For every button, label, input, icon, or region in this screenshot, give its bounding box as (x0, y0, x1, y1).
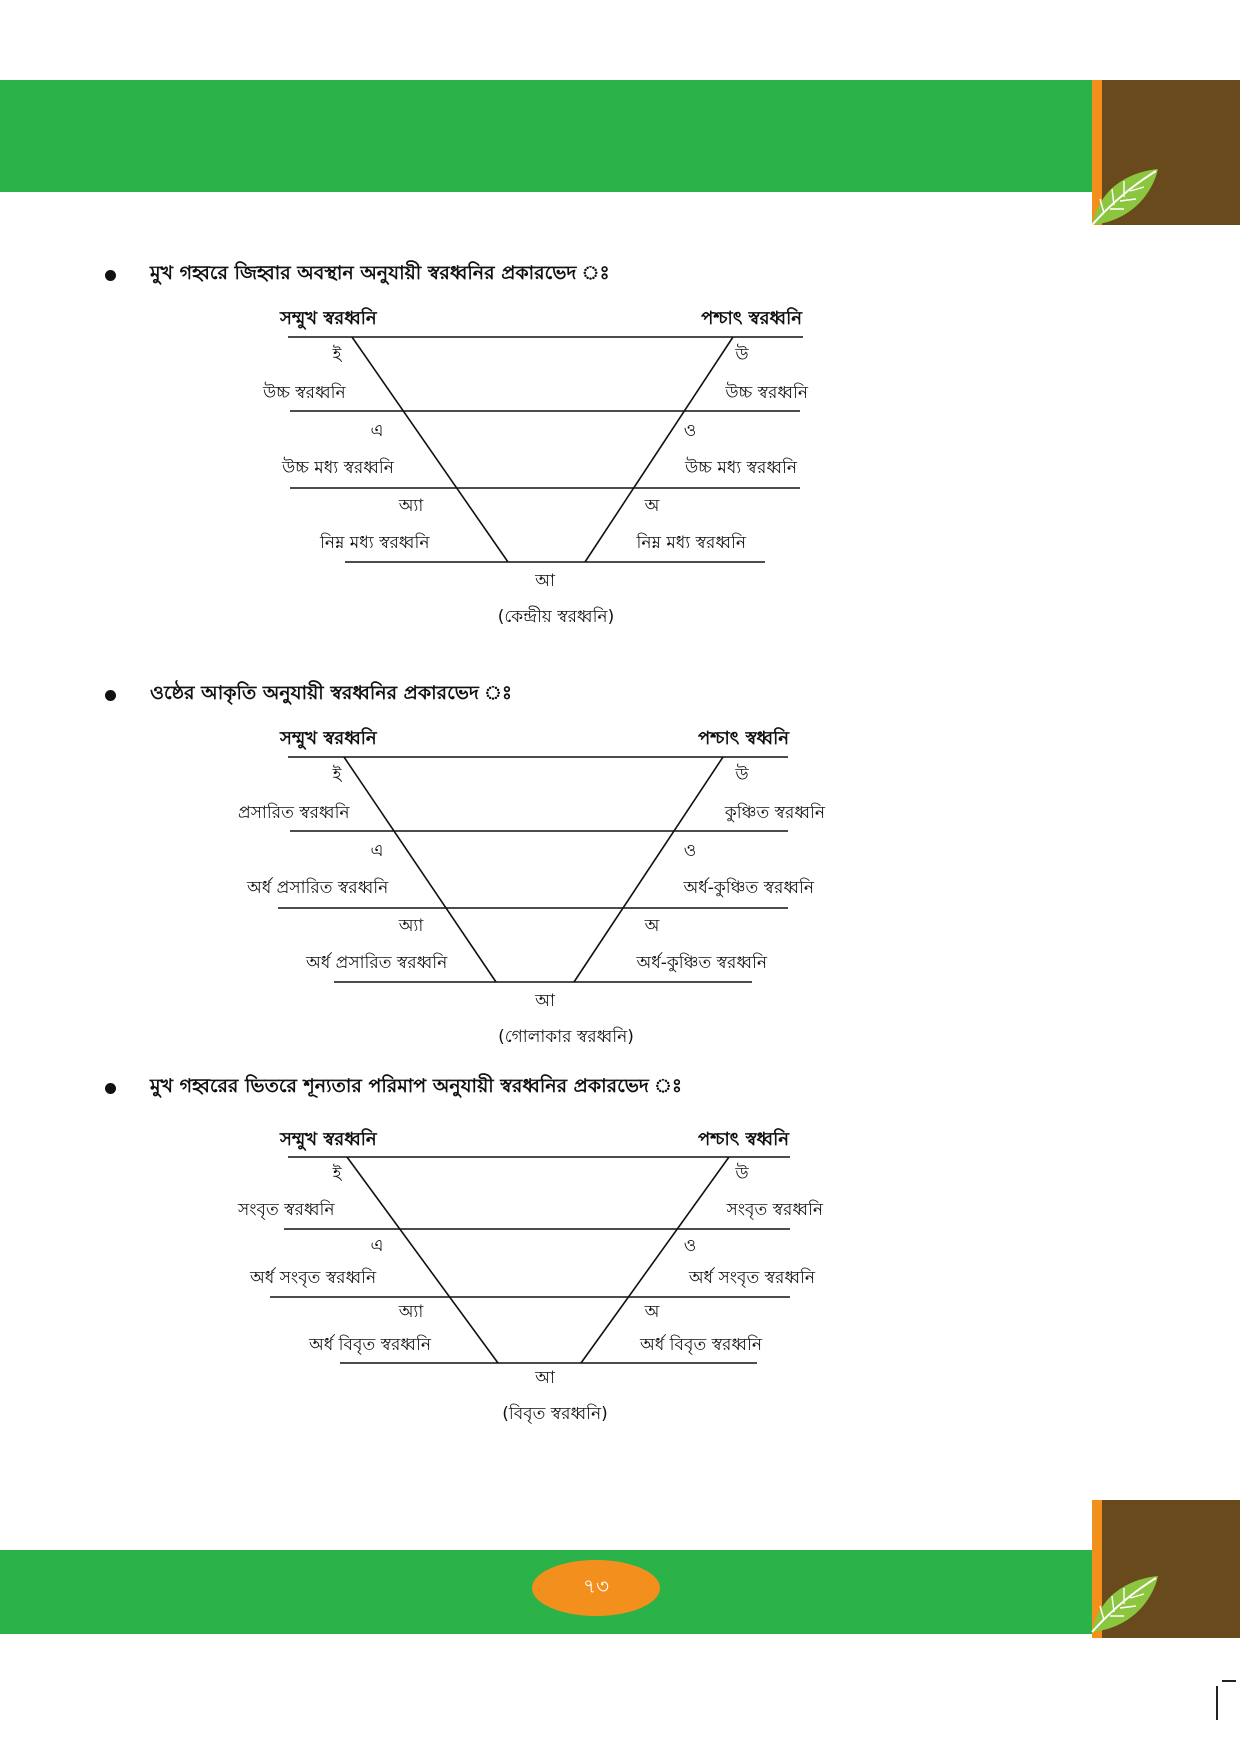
vowel-label: এ (370, 1236, 384, 1256)
vowel-category-label: উচ্চ মধ্য স্বরধ্বনি (282, 458, 394, 478)
vowel-category-label: নিম্ন মধ্য স্বরধ্বনি (636, 533, 746, 553)
vowel-label: অ (644, 496, 660, 516)
section-heading: মুখ গহ্বরে জিহ্বার অবস্থান অনুযায়ী স্বরধ্বনির প্রকারভেদ ঃ (150, 262, 610, 284)
vowel-label: অ্যা (398, 916, 424, 936)
vowel-category-label: অর্ধ প্রসারিত স্বরধ্বনি (306, 953, 448, 973)
diagram-caption: (গোলাকার স্বরধ্বনি) (498, 1027, 634, 1047)
back-vowel-header: পশ্চাৎ স্বধ্বনি (697, 728, 789, 749)
vowel-category-label: অর্ধ-কুঞ্চিত স্বরধ্বনি (683, 878, 814, 898)
top-green-band (0, 80, 1092, 192)
vowel-label: ও (683, 1236, 697, 1256)
diagram-line (352, 337, 508, 562)
vowel-label: ও (683, 841, 697, 861)
bullet-icon (105, 270, 116, 281)
diagram-line (347, 1157, 498, 1363)
back-vowel-header: পশ্চাৎ স্বরধ্বনি (701, 308, 802, 329)
vowel-category-label: অর্ধ প্রসারিত স্বরধ্বনি (247, 878, 389, 898)
back-vowel-header: পশ্চাৎ স্বধ্বনি (697, 1129, 789, 1150)
vowel-category-label: অর্ধ বিবৃত স্বরধ্বনি (309, 1335, 431, 1355)
crop-mark (1216, 1686, 1218, 1720)
vowel-category-label: কুঞ্চিত স্বরধ্বনি (724, 803, 825, 823)
vowel-label: অ্যা (398, 1302, 424, 1322)
front-vowel-header: সম্মুখ স্বরধ্বনি (280, 1129, 377, 1150)
vowel-label: ই (332, 345, 342, 365)
vowel-label: উ (735, 345, 749, 365)
section-heading: মুখ গহ্বরের ভিতরে শূন্যতার পরিমাপ অনুযায়ী স্বরধ্বনির প্রকারভেদ ঃ (150, 1075, 683, 1097)
vowel-category-label: অর্ধ সংবৃত স্বরধ্বনি (688, 1268, 815, 1288)
diagram-line (344, 757, 496, 982)
diagram-caption: (বিবৃত স্বরধ্বনি) (502, 1404, 608, 1424)
center-vowel-label: আ (535, 1368, 555, 1388)
vowel-category-label: সংবৃত স্বরধ্বনি (726, 1200, 823, 1220)
front-vowel-header: সম্মুখ স্বরধ্বনি (280, 728, 377, 749)
vowel-category-label: উচ্চ স্বরধ্বনি (725, 383, 808, 403)
center-vowel-label: আ (535, 571, 555, 591)
oral-cavity-opening-diagram (0, 1123, 1240, 1443)
vowel-category-label: অর্ধ বিবৃত স্বরধ্বনি (640, 1335, 762, 1355)
vowel-label: ও (683, 421, 697, 441)
top-corner-block (1092, 80, 1240, 225)
section-heading-row (105, 1072, 682, 1104)
vowel-category-label: অর্ধ সংবৃত স্বরধ্বনি (250, 1268, 377, 1288)
vowel-category-label: অর্ধ-কুঞ্চিত স্বরধ্বনি (636, 953, 767, 973)
lip-shape-diagram (0, 720, 1240, 1050)
vowel-label: অ (644, 916, 660, 936)
diagram-line (581, 1157, 729, 1363)
vowel-category-label: নিম্ন মধ্য স্বরধ্বনি (320, 533, 430, 553)
vowel-label: এ (370, 841, 384, 861)
diagram-line (574, 757, 723, 982)
vowel-category-label: উচ্চ স্বরধ্বনি (263, 383, 346, 403)
section-heading: ওষ্ঠের আকৃতি অনুযায়ী স্বরধ্বনির প্রকারভেদ ঃ (150, 682, 513, 704)
diagram-caption: (কেন্দ্রীয় স্বরধ্বনি) (497, 607, 615, 627)
page-number: ৭৩ (532, 1560, 660, 1616)
vowel-label: অ্যা (398, 496, 424, 516)
crop-mark (1222, 1680, 1236, 1682)
vowel-label: উ (735, 765, 749, 785)
center-vowel-label: আ (535, 991, 555, 1011)
vowel-label: ই (332, 765, 342, 785)
leaf-icon (1090, 165, 1160, 229)
section-heading-row (105, 679, 512, 711)
vowel-label: ই (332, 1164, 342, 1184)
vowel-label: এ (370, 421, 384, 441)
tongue-position-diagram (0, 300, 1240, 630)
vowel-label: অ (644, 1302, 660, 1322)
vowel-category-label: প্রসারিত স্বরধ্বনি (238, 803, 350, 823)
bullet-icon (105, 690, 116, 701)
bottom-corner-block (1092, 1500, 1240, 1638)
leaf-icon (1090, 1572, 1160, 1636)
vowel-label: উ (735, 1164, 749, 1184)
vowel-category-label: সংবৃত স্বরধ্বনি (238, 1200, 335, 1220)
section-heading-row (105, 259, 610, 291)
front-vowel-header: সম্মুখ স্বরধ্বনি (280, 308, 377, 329)
vowel-category-label: উচ্চ মধ্য স্বরধ্বনি (685, 458, 797, 478)
diagram-line (585, 337, 733, 562)
bullet-icon (105, 1083, 116, 1094)
